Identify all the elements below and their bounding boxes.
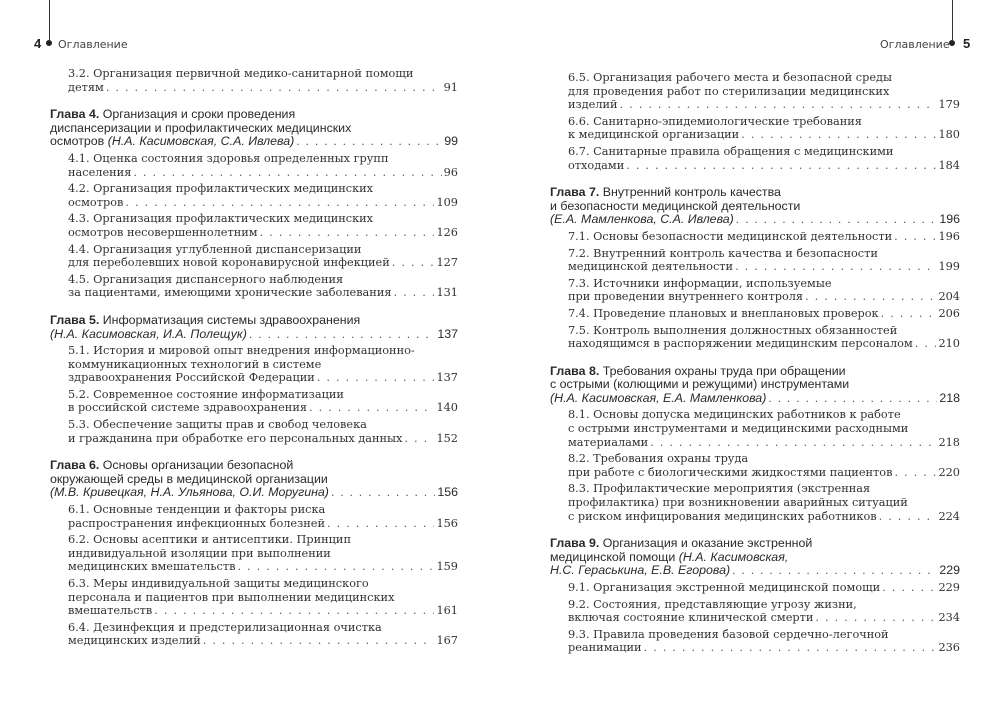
page-ref: 180 [938,128,960,142]
section-title-line: 8.2. Требования охраны труда [568,452,749,466]
section-last-text: за пациентами, имеющими хронические заболевания [68,286,392,300]
section-title-line: 4.3. Организация профилактических медицинских [68,212,374,226]
page-ref: 234 [938,611,960,625]
section-last-line [68,401,458,415]
page-ref: 220 [938,465,960,479]
dot-leader [393,286,434,300]
section-entry [50,182,458,209]
chapter-last-line [550,564,960,578]
page-ref: 236 [938,641,960,655]
left-margin-rule [49,0,50,40]
section-last-line [68,81,458,95]
section-last-line [568,230,960,244]
section-last-line [68,560,458,574]
section-entry [550,452,960,479]
dot-leader [805,290,936,304]
chapter-entry [550,365,960,406]
chapter-authors: Н.С. Гераськина, Е.В. Егорова) [550,563,731,578]
chapter-label: Глава 7. [550,185,603,200]
section-last-text: населения [68,165,132,179]
section-last-text: при проведении внутреннего контроля [568,290,804,304]
section-last-text: 7.1. Основы безопасности медицинской деятельности [568,229,893,243]
section-title-line: 4.4. Организация углубленной диспансеризации [68,242,362,256]
chapter-authors: (Е.А. Мамленкова, С.А. Ивлева) [550,212,734,227]
section-entry [550,277,960,304]
chapter-last-line [550,213,960,227]
dot-leader [894,466,936,480]
section-entry [50,67,458,94]
section-last-line [568,337,960,351]
section-entry [550,307,960,321]
section-entry [50,503,458,530]
dot-leader [644,641,937,655]
section-title-line: 6.6. Санитарно-эпидемиологические требования [568,114,862,128]
page-ref: 156 [437,485,458,500]
page-ref: 156 [436,516,458,530]
page-ref: 127 [436,256,458,270]
page-ref: 184 [938,158,960,172]
section-title-line: 7.2. Внутренний контроль качества и безопасности [568,246,878,260]
section-last-text: включая состояние клинической смерти [568,611,814,625]
chapter-title-line: медицинской помощи (Н.А. Касимовская, [550,549,789,564]
dot-leader [732,564,937,578]
right-margin-rule [952,0,953,40]
dot-leader [881,307,937,321]
section-entry [550,628,960,655]
chapter-last-text: осмотров (Н.А. Касимовская, С.А. Ивлева) [50,134,295,149]
page-ref: 131 [436,286,458,300]
section-last-text: осмотров несовершеннолетним [68,225,258,239]
chapter-authors: (Н.А. Касимовская, Е.А. Мамленкова) [550,390,767,405]
chapter-title-line: окружающей среды в медицинской организации [50,471,328,486]
right-page [500,0,1000,701]
section-last-text: реанимации [568,641,642,655]
section-title-line: 4.2. Организация профилактических медицинских [68,182,374,196]
chapter-last-text [50,486,329,500]
chapter-last-text [550,213,734,227]
section-entry [50,344,458,385]
section-last-line [568,159,960,173]
dot-leader [260,226,435,240]
section-entry [50,388,458,415]
section-title-line: индивидуальной изоляции при выполнении [68,546,331,560]
section-last-line [68,256,458,270]
section-last-line [568,128,960,142]
dot-leader [650,436,936,450]
section-title-line: 4.5. Организация диспансерного наблюдения [68,272,344,286]
section-entry [50,243,458,270]
section-last-line [568,641,960,655]
page-ref: 204 [938,290,960,304]
section-last-line [568,581,960,595]
chapter-entry [550,537,960,578]
section-entry [550,324,960,351]
dot-leader [404,432,434,446]
section-title-line: 6.3. Меры индивидуальной защиты медицинского [68,577,369,590]
page-ref: 167 [436,634,458,648]
dot-leader [237,560,434,574]
dot-leader [620,98,937,112]
page-ref: 96 [443,165,458,179]
page-ref: 224 [938,509,960,523]
section-last-line [68,286,458,300]
section-title-line: 6.2. Основы асептики и антисептики. Принцип [68,533,351,547]
section-entry [550,482,960,523]
section-last-text: изделий [568,98,618,112]
dot-leader [154,604,434,618]
page-ref: 210 [938,337,960,351]
dot-leader [392,256,435,270]
chapter-label: Глава 4. [50,107,103,122]
page-ref: 126 [436,225,458,239]
section-last-text: при работе с биологическими жидкостями пациентов [568,465,893,479]
right-running-header: Оглавление [880,38,950,51]
page-ref: 99 [444,134,458,149]
chapter-entry [50,108,458,149]
chapter-authors: (Н.А. Касимовская, [678,549,789,564]
page-ref: 196 [938,229,960,243]
chapter-title-line: с острыми (колющими и режущими) инструментами [550,377,850,392]
section-entry [50,577,458,618]
section-entry [50,621,458,648]
section-last-line [68,634,458,648]
dot-leader [309,401,434,415]
dot-leader [203,634,435,648]
dot-leader [741,128,936,142]
section-last-line [568,98,960,112]
section-title-line: 7.3. Источники информации, используемые [568,276,832,290]
dot-leader [879,510,937,524]
page-ref: 161 [436,604,458,618]
right-toc [550,68,960,655]
section-entry [550,598,960,625]
section-last-line [568,466,960,480]
section-title-line: 6.5. Организация рабочего места и безопасной среды [568,71,892,84]
section-title-line: персонала и пациентов при выполнении медицинских [68,590,395,604]
dot-leader [736,213,938,227]
dot-leader [249,328,435,342]
page-ref: 152 [436,431,458,445]
section-last-text: для переболевших новой коронавирусной инфекцией [68,256,390,270]
dot-leader [882,581,936,595]
right-page-number: 5 [963,36,971,51]
section-title-line: 9.3. Правила проведения базовой сердечно-легочной [568,627,889,641]
section-last-text: материалами [568,435,649,449]
section-last-text: распространения инфекционных болезней [68,516,326,530]
section-entry [50,152,458,179]
page-ref: 199 [938,260,960,274]
page-ref: 229 [938,581,960,594]
section-last-text: осмотров [68,195,124,209]
chapter-authors: (Н.А. Касимовская, И.А. Полещук) [50,326,247,341]
section-last-text: и гражданина при обработке его персональных данных [68,431,403,445]
chapter-last-line [50,486,458,500]
chapter-entry [50,314,458,341]
section-title-line: для проведения работ по стерилизации медицинских [568,84,890,98]
section-last-text: находящимся в распоряжении медицинским персоналом [568,337,913,351]
page-ref: 137 [437,326,458,341]
section-last-text: отходами [568,158,625,172]
page-ref: 218 [938,435,960,449]
dot-leader [815,611,936,625]
dot-leader [327,517,434,531]
dot-leader [626,159,936,173]
section-title-line: коммуникационных технологий в системе [68,357,322,371]
left-toc [50,64,458,648]
page-ref: 218 [939,390,960,405]
section-last-line [68,371,458,385]
section-last-text: здравоохранения Российской Федерации [68,371,315,385]
chapter-authors: (М.В. Кривецкая, Н.А. Ульянова, О.И. Моругина) [50,485,329,500]
chapter-entry [50,459,458,500]
section-last-line [568,307,960,321]
section-last-line [68,604,458,618]
section-last-line [568,510,960,524]
left-running-header: Оглавление [58,38,128,51]
section-last-line [68,517,458,531]
section-last-text: детям [68,80,104,94]
section-last-line [68,196,458,210]
left-margin-dot [46,40,52,46]
section-entry [550,230,960,244]
section-entry [50,533,458,574]
section-entry [550,408,960,449]
chapter-label: Глава 6. [50,458,103,473]
chapter-title-line: и безопасности медицинской деятельности [550,198,801,213]
chapter-entry [550,186,960,227]
section-title-line: 6.7. Санитарные правила обращения с медицинскими [568,144,894,158]
chapter-last-text [550,392,766,406]
dot-leader [768,392,937,406]
chapter-label: Глава 9. [550,536,603,551]
section-last-line [68,226,458,240]
page-ref: 196 [939,212,960,227]
chapter-title-line: Глава 9. Организация и оказание экстренной [550,536,813,551]
section-last-line [568,436,960,450]
section-title-line: 5.1. История и мировой опыт внедрения информационно- [68,344,415,358]
section-last-line [568,290,960,304]
chapter-label: Глава 8. [550,363,603,378]
chapter-last-line [50,135,458,149]
section-entry [550,71,960,112]
section-last-text: с риском инфицирования медицинских работников [568,509,877,523]
section-entry [50,418,458,445]
section-title-line: 4.1. Оценка состояния здоровья определенных групп [68,151,389,165]
chapter-title-line: Глава 4. Организация и сроки проведения [50,107,296,122]
section-title-line: 9.2. Состояния, представляющие угрозу жизни, [568,597,857,611]
dot-leader [133,166,441,180]
chapter-last-text [550,564,730,578]
section-entry [550,115,960,142]
dot-leader [331,486,435,500]
section-entry [550,247,960,274]
page-ref: 206 [938,306,960,320]
chapter-last-line [550,392,960,406]
section-title-line: 3.2. Организация первичной медико-санитарной помощи [68,67,414,80]
section-title-line: 8.3. Профилактические мероприятия (экстренная [568,482,871,496]
section-last-text: в российской системе здравоохранения [68,401,307,415]
section-last-text: медицинских вмешательств [68,560,236,574]
dot-leader [735,260,936,274]
dot-leader [296,135,442,149]
section-title-line: 7.5. Контроль выполнения должностных обязанностей [568,323,898,337]
section-entry [550,581,960,595]
section-last-text: медицинских изделий [68,634,201,648]
page-ref: 229 [939,563,960,578]
section-last-text: к медицинской организации [568,128,740,142]
chapter-title-line: Глава 8. Требования охраны труда при обращении [550,363,846,378]
section-entry [50,212,458,239]
section-title-line: 5.3. Обеспечение защиты прав и свобод человека [68,418,367,432]
section-last-text: вмешательств [68,604,153,618]
page-ref: 109 [436,195,458,209]
section-title-line: 6.4. Дезинфекция и предстерилизационная очистка [68,620,382,634]
page-ref: 179 [938,98,960,112]
page-ref: 91 [443,80,458,94]
section-entry [50,273,458,300]
section-entry [550,145,960,172]
left-page-number: 4 [34,36,42,51]
chapter-title-line: Глава 7. Внутренний контроль качества [550,185,781,200]
section-title-line: 8.1. Основы допуска медицинских работников к работе [568,408,901,422]
chapter-authors: (Н.А. Касимовская, С.А. Ивлева) [107,134,295,149]
dot-leader [915,337,937,351]
chapter-label: Глава 5. [50,312,103,327]
page-ref: 137 [436,371,458,385]
section-last-line [568,611,960,625]
dot-leader [106,81,442,95]
chapter-title-line: Глава 5. Информатизация системы здравоохранения [50,312,361,327]
chapter-title-line: диспансеризации и профилактических медицинских [50,120,352,135]
section-title-line: 5.2. Современное состояние информатизации [68,387,344,401]
page-ref: 159 [436,560,458,574]
section-last-line [68,166,458,180]
section-last-text: 9.1. Организация экстренной медицинской помощи [568,581,881,594]
dot-leader [125,196,434,210]
page-ref: 140 [436,401,458,415]
chapter-title-line: Глава 6. Основы организации безопасной [50,458,294,473]
section-last-text: медицинской деятельности [568,260,734,274]
section-title-line: с острыми инструментами и медицинскими расходными [568,422,909,436]
chapter-last-line [50,328,458,342]
section-last-line [568,260,960,274]
section-title-line: 6.1. Основные тенденции и факторы риска [68,503,326,517]
dot-leader [317,371,435,385]
section-last-line [68,432,458,446]
chapter-last-text [50,328,247,342]
section-title-line: профилактика) при возникновении аварийных ситуаций [568,496,908,510]
dot-leader [894,230,936,244]
section-last-text: 7.4. Проведение плановых и внеплановых проверок [568,306,879,320]
